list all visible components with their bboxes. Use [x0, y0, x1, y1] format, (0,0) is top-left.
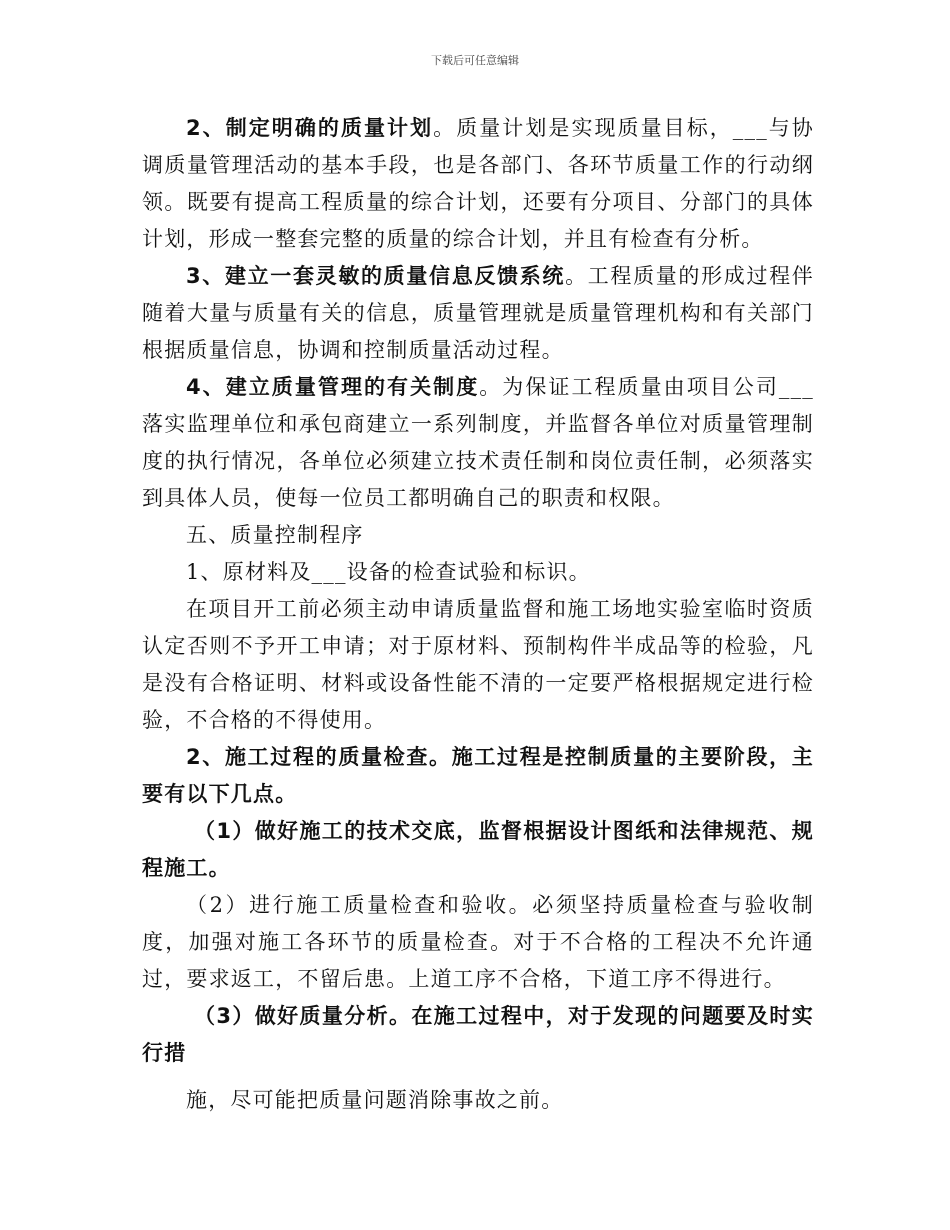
paragraph-feedback-system	[142, 258, 814, 369]
paragraph-heading: 4、建立质量管理的有关制度	[186, 375, 480, 399]
page-header-note: 下载后可任意编辑	[431, 54, 519, 67]
paragraph-material-inspection: 在项目开工前必须主动申请质量监督和施工场地实验室临时资质认定否则不予开工申请；对于原材料、预制构件半成品等的检验，凡是没有合格证明、材料或设备性能不清的一定要严格根据规定进行检验，不合格的不得使用。	[142, 597, 814, 732]
list-item-quality-analysis: （3）做好质量分析。在施工过程中，对于发现的问题要及时实行措	[142, 1004, 814, 1065]
paragraph-text: 。为保证工程质量由项目公司___落实监理单位和承包商建立一系列制度，并监督各单位对质量管理制度的执行情况，各单位必须建立技术责任制和岗位责任制，必须落实到具体人员，使每一位员工都明确自己的职责和权限。	[142, 375, 814, 510]
paragraph-construction-inspection: 2、施工过程的质量检查。施工过程是控制质量的主要阶段，主要有以下几点。	[142, 745, 814, 806]
paragraph-heading: 2、制定明确的质量计划	[186, 116, 434, 140]
paragraph-text: 。工程质量的形成过程伴随着大量与质量有关的信息，质量管理就是质量管理机构和有关部门根据质量信息，协调和控制质量活动过程。	[142, 264, 814, 362]
list-item-technical-briefing: （1）做好施工的技术交底，监督根据设计图纸和法律规范、规程施工。	[142, 819, 814, 880]
subheading-material-inspection: 1、原材料及___设备的检查试验和标识。	[186, 560, 591, 584]
paragraph-heading: 3、建立一套灵敏的质量信息反馈系统	[186, 264, 566, 288]
paragraph-quality-plan	[142, 110, 814, 258]
list-item-quality-check: （2）进行施工质量检查和验收。必须坚持质量检查与验收制度，加强对施工各环节的质量检查。对于不合格的工程决不允许通过，要求返工，不留后患。上道工序不合格，下道工序不得进行。	[142, 893, 814, 991]
paragraph-management-system	[142, 369, 814, 517]
paragraph-closing-line: 施，尽可能把质量问题消除事故之前。	[186, 1088, 564, 1112]
section-heading-quality-control: 五、质量控制程序	[186, 523, 364, 547]
document-body	[142, 110, 814, 1119]
paragraph-text: 。质量计划是实现质量目标，___与协调质量管理活动的基本手段，也是各部门、各环节质量工作的行动纲领。既要有提高工程质量的综合计划，还要有分项目、分部门的具体计划，形成一整套完整的质量的综合计划，并且有检查有分析。	[142, 116, 814, 251]
